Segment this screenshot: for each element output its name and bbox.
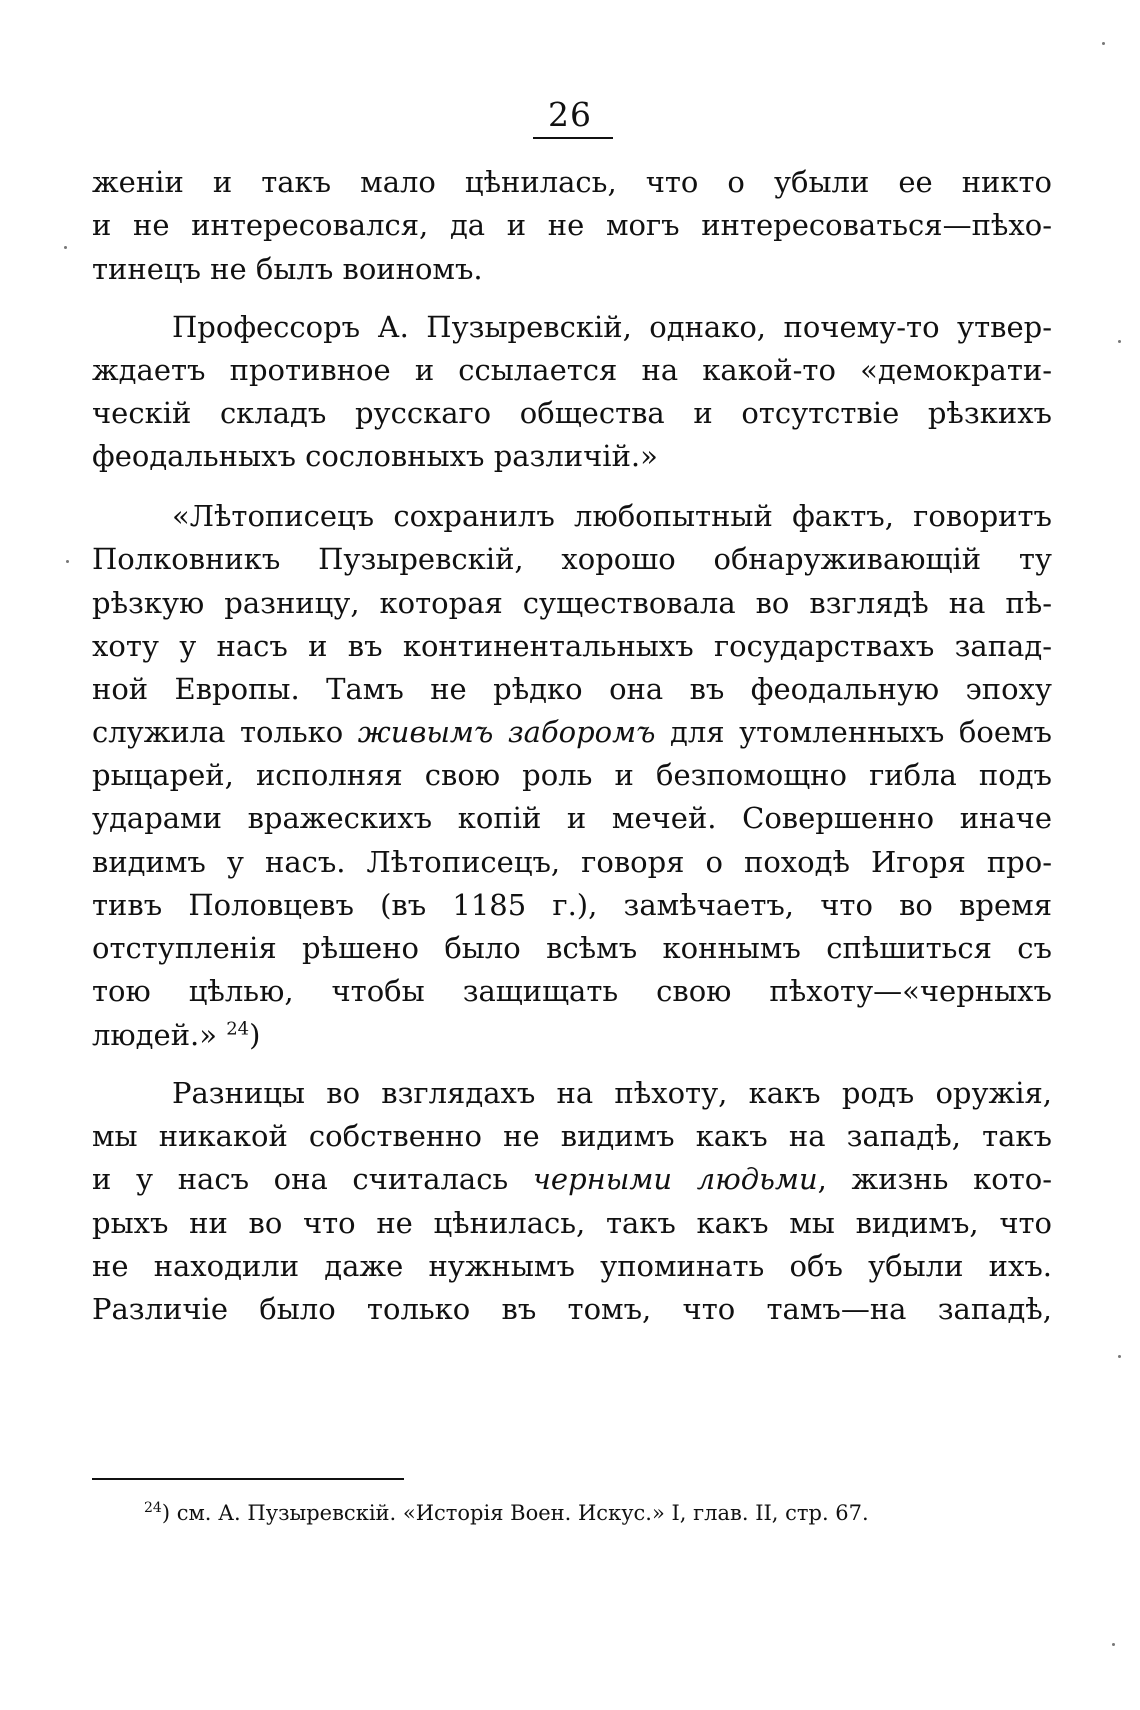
- text-run: служила только: [92, 715, 358, 749]
- text-line-with-italic: [92, 709, 1052, 755]
- text-line: рыхъ ни во что не цѣнилась, такъ какъ мы видимъ, что: [92, 1206, 1052, 1240]
- scan-speck: [1112, 1643, 1115, 1646]
- page-number-underline: [533, 137, 613, 139]
- text-line: тинецъ не былъ воиномъ.: [92, 252, 483, 286]
- footnote-number: 24: [144, 1500, 162, 1516]
- text-line: видимъ у насъ. Лѣтописецъ, говоря о походѣ Игоря про-: [92, 845, 1052, 879]
- scan-speck: [1118, 1355, 1121, 1358]
- italic-phrase: черными людьми: [532, 1162, 818, 1196]
- footnote: [144, 1497, 869, 1529]
- text-run: ): [249, 1018, 261, 1052]
- text-run: для утомленныхъ боемъ: [655, 715, 1052, 749]
- page-number: 26: [548, 95, 592, 134]
- text-line: отступленія рѣшено было всѣмъ коннымъ спѣшиться съ: [92, 931, 1052, 965]
- text-line: Профессоръ А. Пузыревскій, однако, почему-то утвер-: [172, 310, 1052, 344]
- text-line-with-italic: [92, 1156, 1052, 1202]
- text-line: «Лѣтописецъ сохранилъ любопытный фактъ, говоритъ: [172, 499, 1052, 533]
- text-line: ударами вражескихъ копій и мечей. Совершенно иначе: [92, 801, 1052, 835]
- text-run: людей.»: [92, 1018, 227, 1052]
- text-line: рѣзкую разницу, которая существовала во взглядѣ на пѣ-: [92, 586, 1052, 620]
- text-line: рыцарей, исполняя свою роль и безпомощно гибла подъ: [92, 758, 1052, 792]
- text-line: Различіе было только въ томъ, что тамъ—на западѣ,: [92, 1292, 1052, 1326]
- text-line: тою цѣлью, чтобы защищать свою пѣхоту—«черныхъ: [92, 974, 1052, 1008]
- text-line: ческій складъ русскаго общества и отсутствіе рѣзкихъ: [92, 396, 1052, 430]
- text-line: мы никакой собственно не видимъ какъ на западѣ, такъ: [92, 1119, 1052, 1153]
- text-line: тивъ Половцевъ (въ 1185 г.), замѣчаетъ, что во время: [92, 888, 1052, 922]
- text-line: Полковникъ Пузыревскій, хорошо обнаруживающій ту: [92, 542, 1052, 576]
- footnote-text: ) см. А. Пузыревскій. «Исторія Воен. Искус.» I, глав. II, стр. 67.: [161, 1501, 869, 1525]
- footnote-reference: 24: [226, 1018, 250, 1040]
- text-line: Разницы во взглядахъ на пѣхоту, какъ родъ оружія,: [172, 1076, 1052, 1110]
- text-line: женіи и такъ мало цѣнилась, что о убыли ее никто: [92, 165, 1052, 199]
- text-line: хоту у насъ и въ континентальныхъ государствахъ запад-: [92, 629, 1052, 663]
- footnote-separator: [92, 1478, 404, 1480]
- text-line: феодальныхъ сословныхъ различій.»: [92, 439, 658, 473]
- scan-speck: [1118, 340, 1121, 343]
- scan-speck: [64, 246, 67, 249]
- text-run: , жизнь кото-: [817, 1162, 1052, 1196]
- scan-speck: [66, 560, 69, 563]
- text-line: не находили даже нужнымъ упоминать объ убыли ихъ.: [92, 1249, 1052, 1283]
- text-line: ждаетъ противное и ссылается на какой-то «демократи-: [92, 353, 1052, 387]
- text-line-with-footnote-ref: [92, 1012, 1052, 1058]
- italic-phrase: живымъ заборомъ: [357, 715, 656, 749]
- text-line: ной Европы. Тамъ не рѣдко она въ феодальную эпоху: [92, 672, 1052, 706]
- text-line: и не интересовался, да и не могъ интересоваться—пѣхо-: [92, 208, 1052, 242]
- scan-speck: [1102, 42, 1105, 45]
- text-run: и у насъ она считалась: [92, 1162, 533, 1196]
